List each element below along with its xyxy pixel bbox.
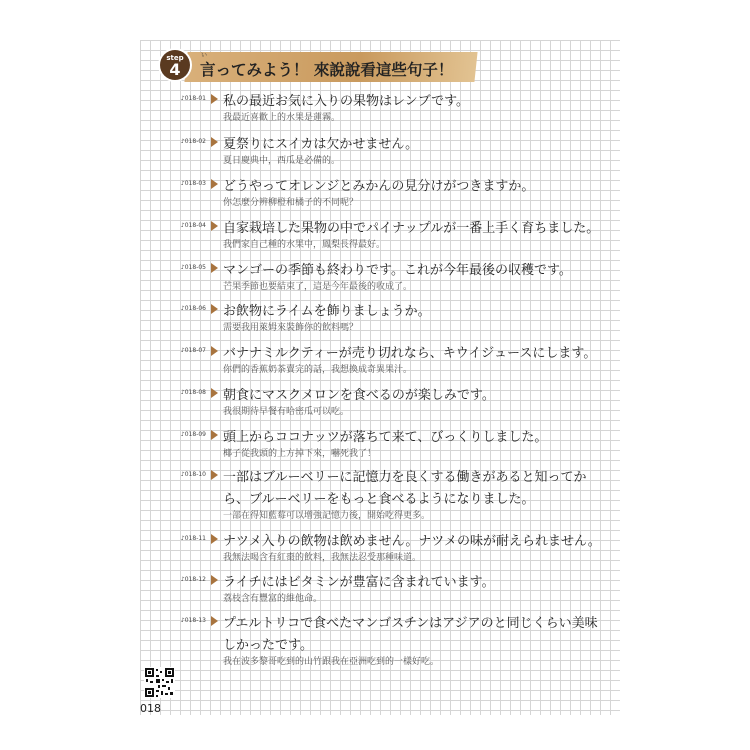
audio-track-code[interactable]: ♪018-01 (180, 95, 206, 102)
chinese-translation: 一部在得知藍莓可以增強記憶力後，開始吃得更多。 (223, 511, 431, 521)
chinese-translation: 你們的香蕉奶茶賣完的話，我想換成奇異果汁。 (223, 365, 413, 375)
japanese-sentence: 私の最近お気に入りの果物はレンブです。 (223, 94, 470, 109)
chinese-translation: 需要我用萊姆來裝飾你的飲料嗎？ (223, 323, 359, 333)
japanese-sentence: 一部はブルーベリーに記憶力を良くする働きがあると知ってか (223, 470, 587, 485)
audio-track-code[interactable]: ♪018-02 (180, 138, 206, 145)
step-number: 4 (169, 60, 181, 79)
japanese-sentence-continued: しかったです。 (223, 638, 313, 653)
play-arrow-icon[interactable] (211, 94, 218, 104)
chinese-translation: 你怎麼分辨柳橙和橘子的不同呢？ (223, 198, 359, 208)
japanese-sentence: マンゴーの季節も終わりです。これが今年最後の収穫です。 (223, 263, 572, 278)
japanese-sentence: お飲物にライムを飾りましょうか。 (223, 304, 431, 319)
audio-track-code[interactable]: ♪018-05 (180, 264, 206, 271)
chinese-translation: 我最近喜歡上的水果是蓮霧。 (223, 113, 341, 123)
chinese-translation: 夏日慶典中，西瓜是必備的。 (223, 156, 341, 166)
japanese-sentence: どうやってオレンジとみかんの見分けがつきますか。 (223, 179, 535, 194)
japanese-sentence-continued: ら、ブルーベリーをもっと食べるようになりました。 (223, 492, 535, 507)
step-badge (160, 50, 190, 80)
header-ruby: い (201, 52, 208, 59)
play-arrow-icon[interactable] (211, 221, 218, 231)
audio-track-code[interactable]: ♪018-03 (180, 180, 206, 187)
japanese-sentence: 夏祭りにスイカは欠かせません。 (223, 137, 419, 152)
japanese-sentence: 朝食にマスクメロンを食べるのが楽しみです。 (223, 388, 495, 403)
audio-track-code[interactable]: ♪018-12 (180, 576, 206, 583)
japanese-sentence: バナナミルクティーが売り切れなら、キウイジュースにします。 (223, 346, 597, 361)
chinese-translation: 我們家自己種的水果中，鳳梨長得最好。 (223, 240, 386, 250)
audio-track-code[interactable]: ♪018-09 (180, 431, 206, 438)
play-arrow-icon[interactable] (211, 263, 218, 273)
page-title: 言ってみよう！ 來說說看這些句子！ (200, 61, 454, 79)
play-arrow-icon[interactable] (211, 388, 218, 398)
play-arrow-icon[interactable] (211, 137, 218, 147)
chinese-translation: 椰子從我頭的上方掉下來，嚇死我了！ (223, 449, 377, 459)
chinese-translation: 我很期待早餐有哈密瓜可以吃。 (223, 407, 350, 417)
play-arrow-icon[interactable] (211, 346, 218, 356)
chinese-translation: 芒果季節也要結束了，這是今年最後的收成了。 (223, 282, 413, 292)
page-number: 018 (140, 702, 161, 715)
play-arrow-icon[interactable] (211, 179, 218, 189)
audio-track-code[interactable]: ♪018-06 (180, 305, 206, 312)
japanese-sentence: 頭上からココナッツが落ちて来て、びっくりしました。 (223, 430, 548, 445)
page (140, 40, 620, 715)
audio-track-code[interactable]: ♪018-13 (180, 617, 206, 624)
japanese-sentence: プエルトリコで食べたマンゴスチンはアジアのと同じくらい美味 (223, 616, 598, 631)
play-arrow-icon[interactable] (211, 616, 218, 626)
audio-track-code[interactable]: ♪018-10 (180, 471, 206, 478)
audio-track-code[interactable]: ♪018-07 (180, 347, 206, 354)
play-arrow-icon[interactable] (211, 430, 218, 440)
japanese-sentence: ライチにはビタミンが豊富に含まれています。 (223, 575, 495, 590)
play-arrow-icon[interactable] (211, 304, 218, 314)
play-arrow-icon[interactable] (211, 534, 218, 544)
step-label: step (166, 54, 184, 62)
japanese-sentence: 自家栽培した果物の中でパイナップルが一番上手く育ちました。 (223, 221, 600, 236)
play-arrow-icon[interactable] (211, 575, 218, 585)
chinese-translation: 荔枝含有豐富的維他命。 (223, 594, 323, 604)
audio-track-code[interactable]: ♪018-11 (180, 535, 206, 542)
qr-code-icon[interactable] (144, 667, 175, 698)
play-arrow-icon[interactable] (211, 470, 218, 480)
chinese-translation: 我無法喝含有紅棗的飲料，我無法忍受那種味道。 (223, 553, 422, 563)
chinese-translation: 我在波多黎哥吃到的山竹跟我在亞洲吃到的一樣好吃。 (223, 657, 440, 667)
audio-track-code[interactable]: ♪018-08 (180, 389, 206, 396)
audio-track-code[interactable]: ♪018-04 (180, 222, 206, 229)
japanese-sentence: ナツメ入りの飲物は飲めません。ナツメの味が耐えられません。 (223, 534, 601, 549)
section-header (160, 50, 476, 84)
